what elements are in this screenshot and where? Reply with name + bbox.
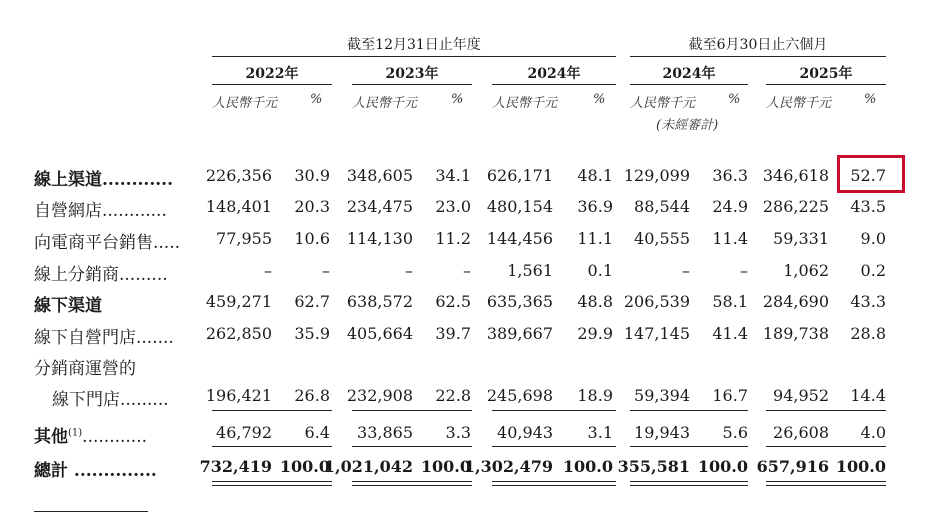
rule-before-total-0 <box>212 446 332 447</box>
cell-r9-c0: 732,419 <box>199 457 272 476</box>
cell-r8-c6: 19,943 <box>634 423 690 442</box>
unit-rmb-2025-h1: 人民幣千元 <box>766 96 832 111</box>
cell-r9-c8: 657,916 <box>756 457 829 476</box>
cell-r2-c0: 77,955 <box>216 229 272 248</box>
cell-r2-c8: 59,331 <box>773 229 829 248</box>
cell-r1-c5: 36.9 <box>577 197 613 216</box>
unit-pct-2024: % <box>593 92 606 107</box>
cell-r5-c7: 41.4 <box>712 324 748 343</box>
year-rule-2024-h1 <box>630 84 748 85</box>
cell-r5-c8: 189,738 <box>762 324 829 343</box>
unit-pct-2025-h1: % <box>864 92 877 107</box>
cell-r2-c3: 11.2 <box>435 229 471 248</box>
cell-r2-c1: 10.6 <box>294 229 330 248</box>
cell-r1-c9: 43.5 <box>850 197 886 216</box>
cell-r8-c0: 46,792 <box>216 423 272 442</box>
cell-r8-c7: 5.6 <box>722 423 748 442</box>
cell-r5-c9: 28.8 <box>850 324 886 343</box>
cell-r0-c6: 129,099 <box>623 166 690 185</box>
cell-r9-c5: 100.0 <box>562 457 613 476</box>
year-rule-2022 <box>212 84 332 85</box>
label-ecommerce-sales: 向電商平台銷售..... <box>34 233 181 253</box>
year-2024: 2024年 <box>527 66 581 82</box>
cell-r4-c2: 638,572 <box>346 292 413 311</box>
cell-r0-c3: 34.1 <box>435 166 471 185</box>
cell-r4-c5: 48.8 <box>577 292 613 311</box>
cell-r8-c8: 26,608 <box>773 423 829 442</box>
cell-r7-c6: 59,394 <box>634 386 690 405</box>
cell-r7-c2: 232,908 <box>346 386 413 405</box>
rule-before-total-3 <box>630 446 748 447</box>
cell-r2-c6: 40,555 <box>634 229 690 248</box>
rule-before-others-0 <box>212 410 332 411</box>
cell-r9-c7: 100.0 <box>697 457 748 476</box>
cell-r3-c4: 1,561 <box>507 261 553 280</box>
cell-r9-c6: 355,581 <box>617 457 690 476</box>
cell-r8-c2: 33,865 <box>357 423 413 442</box>
cell-r8-c9: 4.0 <box>860 423 886 442</box>
cell-r9-c4: 1,302,479 <box>463 457 553 476</box>
cell-r5-c5: 29.9 <box>577 324 613 343</box>
unit-pct-2022: % <box>310 92 323 107</box>
unit-rmb-2022: 人民幣千元 <box>212 96 278 111</box>
cell-r0-c9: 52.7 <box>850 166 886 185</box>
cell-r8-c3: 3.3 <box>445 423 471 442</box>
cell-r4-c8: 284,690 <box>762 292 829 311</box>
cell-r7-c4: 245,698 <box>486 386 553 405</box>
rule-total-double-b-2 <box>492 485 616 486</box>
unit-pct-2024-h1: % <box>728 92 741 107</box>
cell-r3-c7: – <box>740 261 748 280</box>
cell-r2-c4: 144,456 <box>486 229 553 248</box>
unit-rmb-2023: 人民幣千元 <box>352 96 418 111</box>
rule-before-others-2 <box>492 410 616 411</box>
rule-before-total-2 <box>492 446 616 447</box>
cell-r4-c0: 459,271 <box>205 292 272 311</box>
rule-total-double-b-4 <box>766 485 886 486</box>
year-2025-h1: 2025年 <box>799 66 853 82</box>
cell-r9-c2: 1,021,042 <box>323 457 413 476</box>
cell-r3-c3: – <box>463 261 471 280</box>
rule-total-double-a-3 <box>630 481 748 482</box>
cell-r9-c9: 100.0 <box>835 457 886 476</box>
label-total: 總計 .............. <box>34 461 157 481</box>
cell-r3-c0: – <box>264 261 272 280</box>
cell-r4-c6: 206,539 <box>623 292 690 311</box>
cell-r5-c0: 262,850 <box>205 324 272 343</box>
cell-r7-c9: 14.4 <box>850 386 886 405</box>
label-distributor-operated: 分銷商運營的 <box>34 359 136 379</box>
cell-r2-c2: 114,130 <box>346 229 413 248</box>
label-online-distributors: 線上分銷商......... <box>34 265 168 285</box>
label-offline-stores: 線下門店......... <box>52 390 169 410</box>
cell-r7-c1: 26.8 <box>294 386 330 405</box>
cell-r2-c9: 9.0 <box>860 229 886 248</box>
cell-r0-c4: 626,171 <box>486 166 553 185</box>
cell-r5-c4: 389,667 <box>486 324 553 343</box>
year-2024-h1: 2024年 <box>662 66 716 82</box>
cell-r1-c7: 24.9 <box>712 197 748 216</box>
cell-r1-c4: 480,154 <box>486 197 553 216</box>
cell-r0-c8: 346,618 <box>762 166 829 185</box>
cell-r0-c7: 36.3 <box>712 166 748 185</box>
rule-before-others-1 <box>352 410 472 411</box>
cell-r0-c0: 226,356 <box>205 166 272 185</box>
cell-r4-c7: 58.1 <box>712 292 748 311</box>
cell-r4-c9: 43.3 <box>850 292 886 311</box>
year-rule-2023 <box>352 84 472 85</box>
rule-total-double-a-1 <box>352 481 472 482</box>
year-2023: 2023年 <box>385 66 439 82</box>
rule-before-total-1 <box>352 446 472 447</box>
unaudited-note: (未經審計) <box>656 118 719 133</box>
cell-r0-c1: 30.9 <box>294 166 330 185</box>
others-dots: ............ <box>82 427 148 447</box>
footnote-separator <box>34 511 148 512</box>
cell-r1-c2: 234,475 <box>346 197 413 216</box>
others-text: 其他 <box>34 427 68 447</box>
cell-r3-c5: 0.1 <box>587 261 613 280</box>
cell-r1-c8: 286,225 <box>762 197 829 216</box>
others-footnote: (1) <box>68 427 83 439</box>
cell-r5-c2: 405,664 <box>346 324 413 343</box>
rule-before-others-4 <box>766 410 886 411</box>
year-rule-2024 <box>492 84 616 85</box>
rule-before-total-4 <box>766 446 886 447</box>
cell-r4-c1: 62.7 <box>294 292 330 311</box>
cell-r7-c0: 196,421 <box>205 386 272 405</box>
cell-r8-c1: 6.4 <box>304 423 330 442</box>
rule-total-double-b-0 <box>212 485 332 486</box>
unit-rmb-2024: 人民幣千元 <box>492 96 558 111</box>
cell-r0-c5: 48.1 <box>577 166 613 185</box>
year-2022: 2022年 <box>245 66 299 82</box>
group-rule-year-end <box>212 56 616 57</box>
cell-r3-c6: – <box>682 261 690 280</box>
cell-r2-c5: 11.1 <box>577 229 613 248</box>
cell-r1-c0: 148,401 <box>205 197 272 216</box>
group-rule-six-month <box>630 56 886 57</box>
cell-r1-c1: 20.3 <box>294 197 330 216</box>
cell-r8-c5: 3.1 <box>587 423 613 442</box>
cell-r9-c1: 100.0 <box>279 457 330 476</box>
rule-total-double-a-4 <box>766 481 886 482</box>
label-offline-self-stores: 線下自營門店....... <box>34 328 174 348</box>
unit-pct-2023: % <box>451 92 464 107</box>
cell-r3-c2: – <box>405 261 413 280</box>
cell-r0-c2: 348,605 <box>346 166 413 185</box>
cell-r8-c4: 40,943 <box>497 423 553 442</box>
cell-r4-c3: 62.5 <box>435 292 471 311</box>
rule-total-double-a-2 <box>492 481 616 482</box>
cell-r7-c8: 94,952 <box>773 386 829 405</box>
cell-r7-c7: 16.7 <box>712 386 748 405</box>
label-self-operated-online: 自營網店............ <box>34 201 167 221</box>
label-online-channel: 線上渠道............ <box>34 170 174 190</box>
rule-before-others-3 <box>630 410 748 411</box>
year-rule-2025-h1 <box>766 84 886 85</box>
cell-r3-c8: 1,062 <box>783 261 829 280</box>
label-others <box>34 422 147 447</box>
cell-r1-c6: 88,544 <box>634 197 690 216</box>
rule-total-double-b-3 <box>630 485 748 486</box>
unit-rmb-2024-h1: 人民幣千元 <box>630 96 696 111</box>
cell-r4-c4: 635,365 <box>486 292 553 311</box>
cell-r9-c3: 100.0 <box>420 457 471 476</box>
cell-r7-c5: 18.9 <box>577 386 613 405</box>
cell-r5-c6: 147,145 <box>623 324 690 343</box>
cell-r3-c9: 0.2 <box>860 261 886 280</box>
cell-r2-c7: 11.4 <box>712 229 748 248</box>
label-offline-channel: 線下渠道 <box>34 296 102 316</box>
cell-r3-c1: – <box>322 261 330 280</box>
rule-total-double-b-1 <box>352 485 472 486</box>
header-year-end: 截至12月31日止年度 <box>347 37 481 53</box>
cell-r7-c3: 22.8 <box>435 386 471 405</box>
cell-r1-c3: 23.0 <box>435 197 471 216</box>
header-six-month: 截至6月30日止六個月 <box>688 37 828 53</box>
highlight-box <box>837 155 905 193</box>
cell-r5-c1: 35.9 <box>294 324 330 343</box>
cell-r5-c3: 39.7 <box>435 324 471 343</box>
rule-total-double-a-0 <box>212 481 332 482</box>
